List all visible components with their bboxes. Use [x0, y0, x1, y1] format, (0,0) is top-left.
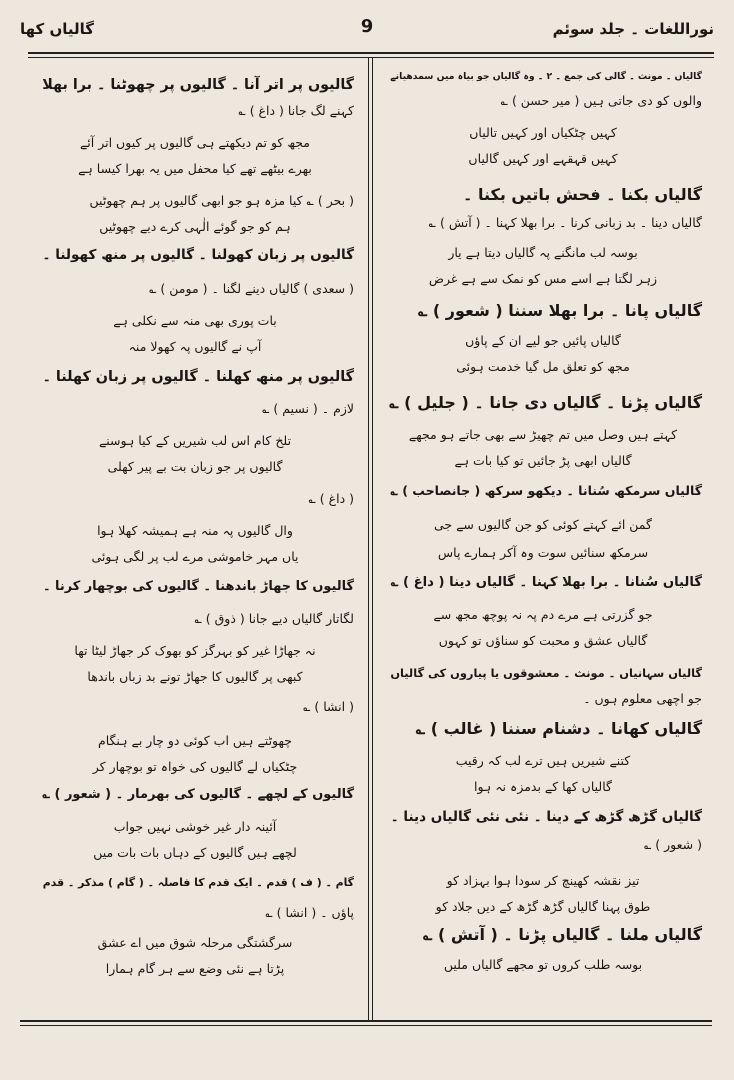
verse-line: گالیاں عشق و محبت کو سناؤں تو کہوں [438, 633, 648, 648]
page-keyword: گالیاں کھا [20, 20, 95, 38]
verse-line: ( بحر ) ؎ کیا مزہ ہو جو ابھی گالیوں پر ہم چھوٹیں [89, 193, 354, 208]
book-title: نوراللغات ۔ جلد سوئم [552, 20, 714, 38]
verse-line: سرمکھ سنائیں سوت وہ آکر ہمارے پاس [437, 545, 649, 560]
entry-heading: گالیاں سرمکھ سُنانا ۔ دیکھو سرکھ ( جانصاحب ) ؎ [390, 483, 702, 498]
page-header [20, 14, 714, 50]
entry-line: ( سعدی ) گالیاں دینے لگنا ۔ ( مومن ) ؎ [149, 281, 354, 296]
verse-line: گمن ائے کہتے کوئی کو جن گالیوں سے جی [433, 517, 652, 532]
top-rule [28, 52, 714, 54]
entry-heading: گالیوں کا جھاڑ باندھنا ۔ گالیوں کی بوچھار کرنا ۔ [42, 579, 354, 594]
verse-line: کہیں چٹکیاں اور کہیں تالیاں [469, 125, 617, 140]
entry-heading: گالیاں سُنانا ۔ برا بھلا کہنا ۔ گالیاں دینا ( داغ ) ؎ [390, 575, 702, 590]
entry-heading: گالیاں کھانا ۔ دشنام سننا ( غالب ) ؎ [415, 719, 702, 738]
entry-line: والوں کو دی جاتی ہیں ( میر حسن ) ؎ [500, 93, 702, 108]
verse-line: پڑتا ہے نئی وضع سے ہر گام ہمارا [105, 961, 285, 976]
verse-line: جو گزرتی ہے مرے دم پہ نہ پوچھ مجھ سے [433, 607, 653, 622]
entry-line: ( انشا ) ؎ [303, 699, 354, 714]
verse-line: لچھے ہیں گالیوں کے دہاں بات بات میں [93, 845, 297, 860]
entry-heading: گام ۔ ( ف ) قدم ۔ ایک قدم کا فاصلہ ۔ ( گام ) مذکر ۔ قدم [42, 876, 354, 889]
verse-line: سرگشتگی مرحلہ شوق میں اے عشق [97, 935, 293, 950]
verse-line: تلخ کام اس لب شیریں کے کیا ہوسنے [98, 433, 292, 448]
entry-line: گالیاں دینا ۔ بد زبانی کرنا ۔ برا بھلا کہنا ۔ ( آتش ) ؎ [428, 215, 702, 230]
page-number: 9 [360, 16, 374, 37]
verse-line: مجھ کو تم دیکھتے ہی گالیوں پر کیوں اتر آئے [79, 135, 311, 150]
entry-line: لگاتار گالیاں دیے جانا ( ذوق ) ؎ [194, 611, 354, 626]
verse-line: کتنے شیریں ہیں ترے لب کہ رقیب [455, 753, 631, 768]
entry-heading: گالیوں پر زبان کھولنا ۔ گالیوں پر منھ کھولنا ۔ [42, 247, 354, 263]
column-divider [368, 58, 369, 1020]
column-divider-thin [372, 58, 373, 1020]
bottom-rule [20, 1020, 712, 1022]
verse-line: کہتے ہیں وصل میں تم چھیڑ سے بھی جاتے ہو مجھے [408, 427, 678, 442]
verse-line: بھرے بیٹھے تھے کیا محفل میں یہ بھرا کیسا ہے [78, 161, 312, 176]
entry-line: لازم ۔ ( نسیم ) ؎ [262, 401, 354, 416]
entry-heading: گالیاں گڑھ گڑھ کے دینا ۔ نئی نئی گالیاں دینا ۔ [390, 809, 702, 825]
verse-line: کہیں قہقہے اور کہیں گالیاں [468, 151, 618, 166]
verse-line: کبھی پر گالیوں کا جھاڑ تونے بد زباں باندھا [87, 669, 303, 684]
entry-line: جو اچھی معلوم ہوں ۔ [583, 691, 702, 706]
right-column [384, 66, 702, 1016]
entry-heading: گالیاں پڑنا ۔ گالیاں دی جانا ۔ ( جلیل ) ؎ [389, 393, 702, 412]
verse-line: بات پوری بھی منہ سے نکلی ہے [113, 313, 277, 328]
verse-line: ہم کو جو گوئے الٰہی کرے دیے چھوٹیں [99, 219, 291, 234]
entry-line: ( داغ ) ؎ [308, 491, 354, 506]
verse-line: نہ جھاڑا غیر کو بہرگز کو بھوک کر جھاڑ لیٹا تھا [74, 643, 316, 658]
verse-line: چٹکیاں لے گالیوں کی خواہ تو بوچھار کر [92, 759, 298, 774]
entry-line: گالیاں ۔ مونث ۔ گالی کی جمع ۔ ۲ ۔ وہ گالیاں جو بیاہ میں سمدھیانے [390, 71, 702, 82]
entry-line: پاؤں ۔ ( انشا ) ؎ [265, 905, 354, 920]
entry-heading: گالیوں کے لچھے ۔ گالیوں کی بھرمار ۔ ( شعور ) ؎ [42, 787, 354, 802]
verse-line: طوق پہنا گالیاں گڑھ گڑھ کے دیں جلاد کو [435, 899, 651, 914]
verse-line: گالیاں ابھی پڑ جائیں تو کیا بات ہے [454, 453, 632, 468]
verse-line: وال گالیوں پہ منہ ہے ہمیشہ کھلا ہوا [97, 523, 293, 538]
verse-line: چھوٹتے ہیں اب کوئی دو چار بے ہنگام [97, 733, 293, 748]
entry-heading: گالیاں ملنا ۔ گالیاں پڑنا ۔ ( آتش ) ؎ [423, 925, 702, 944]
bottom-rule-thin [20, 1025, 712, 1026]
verse-line: مجھ کو تعلق مل گیا خدمت ہوئی [456, 359, 630, 374]
entry-heading: گالیوں پر منھ کھلنا ۔ گالیوں پر زبان کھلنا ۔ [42, 369, 354, 385]
verse-line: بوسہ لب مانگنے پہ گالیاں دیتا ہے یار [448, 245, 638, 260]
entry-heading: گالیوں پر اتر آنا ۔ گالیوں پر چھوٹنا ۔ برا بھلا [42, 77, 354, 93]
verse-line: زہر لگتا ہے اسے مس کو نمک سے ہے غرض [428, 271, 658, 286]
verse-line: بوسہ طلب کروں تو مجھے گالیاں ملیں [443, 957, 643, 972]
verse-line: آئینہ دار غیر خوشی نہیں جواب [113, 819, 277, 834]
entry-line: ( شعور ) ؎ [644, 837, 702, 852]
entry-line: کہنے لگ جانا ( داغ ) ؎ [238, 103, 354, 118]
entry-heading: گالیاں پانا ۔ برا بھلا سننا ( شعور ) ؎ [417, 301, 702, 320]
left-column [36, 66, 354, 1016]
verse-line: آپ نے گالیوں پہ کھولا منہ [128, 339, 262, 354]
verse-line: تیز نقشہ کھینچ کر سودا ہوا بہزاد کو [446, 873, 640, 888]
entry-heading: گالیاں بکنا ۔ فحش باتیں بکنا ۔ [463, 185, 702, 204]
entry-heading: گالیاں سہانیاں ۔ مونث ۔ معشوقوں یا پیاروں کی گالیاں [390, 666, 702, 680]
verse-line: گالیاں کھا کے بدمزہ نہ ہوا [473, 779, 612, 794]
verse-line: گالیوں پر جو زبان بت بے پیر کھلی [107, 459, 283, 474]
top-rule-thin [28, 57, 714, 58]
verse-line: گالیاں پائیں جو لیے ان کے پاؤں [465, 333, 621, 348]
verse-line: یاں مہر خاموشی مرے لب پر لگی ہوئی [91, 549, 299, 564]
